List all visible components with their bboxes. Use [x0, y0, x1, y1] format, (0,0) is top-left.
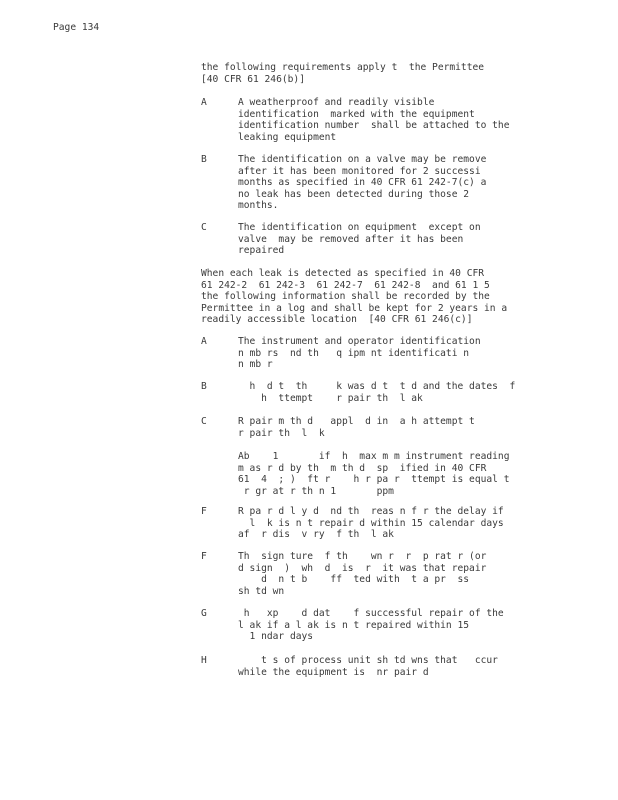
item-line: h d t th k was d t t d and the dates f: [238, 381, 516, 392]
item-line: t s of process unit sh td wns that ccur: [238, 655, 498, 666]
item-line: r pair th l k: [238, 427, 325, 439]
item-letter: H: [201, 655, 207, 666]
intro-line: [40 CFR 61 246(b)]: [201, 73, 305, 85]
paragraph-line: the following information shall be recorded by the: [201, 291, 490, 303]
item-text: [238, 154, 538, 212]
item-line: d sign ) wh d is r it was that repair: [238, 562, 487, 574]
item-line: identification marked with the equipment: [238, 108, 475, 120]
item-line: l k is n t repair d within 15 calendar days: [238, 517, 504, 529]
item-line: Th sign ture f th wn r r p rat r (or: [238, 551, 487, 562]
item-line: h ttempt r pair th l ak: [238, 392, 423, 404]
item-line: m as r d by th m th d sp ified in 40 CFR: [238, 462, 487, 474]
item-line: l ak if a l ak is n t repaired within 15: [238, 619, 470, 631]
item-letter: B: [201, 154, 207, 165]
item-line: after it has been monitored for 2 successi: [238, 165, 481, 177]
item-line: r gr at r th n 1 ppm: [238, 485, 394, 497]
item-text: [238, 416, 538, 439]
item-line: n mb r: [238, 359, 273, 371]
item-letter: F: [201, 506, 207, 517]
item-text: [238, 551, 538, 597]
page-number: Page 134: [53, 22, 100, 33]
item-line: 1 ndar days: [238, 631, 314, 643]
item-text: [238, 381, 538, 404]
item-line: h xp d dat f successful repair of the: [238, 608, 504, 619]
item-line: 61 4 ; ) ft r h r pa r ttempt is equal t: [238, 474, 510, 486]
paragraph-line: readily accessible location [40 CFR 61 246(c)]: [201, 314, 473, 326]
record-paragraph: [201, 268, 541, 326]
item-line: d n t b ff ted with t a pr ss: [238, 574, 470, 586]
item-text: [238, 655, 538, 678]
item-line: leaking equipment: [238, 131, 337, 143]
paragraph-line: 61 242-2 61 242-3 61 242-7 61 242-8 and 61 1 5: [201, 279, 490, 291]
item-line: no leak has been detected during those 2: [238, 188, 470, 200]
item-text: [238, 506, 538, 541]
item-line: The identification on equipment except on: [238, 222, 481, 233]
item-letter: A: [201, 97, 207, 108]
item-line: months.: [238, 200, 279, 212]
paragraph-line: Permittee in a log and shall be kept for 2 years in a: [201, 302, 508, 314]
paragraph-line: When each leak is detected as specified in 40 CFR: [201, 268, 485, 279]
item-letter: C: [201, 222, 207, 233]
item-text: [238, 451, 538, 497]
item-letter: B: [201, 381, 207, 392]
intro-line: the following requirements apply t the Permittee: [201, 62, 485, 73]
item-line: months as specified in 40 CFR 61 242-7(c) a: [238, 177, 487, 189]
item-line: valve may be removed after it has been: [238, 233, 464, 245]
item-letter: A: [201, 336, 207, 347]
item-letter: F: [201, 551, 207, 562]
intro-paragraph: [201, 62, 541, 85]
item-line: sh td wn: [238, 585, 285, 597]
item-line: R pair m th d appl d in a h attempt t: [238, 416, 475, 427]
item-letter: C: [201, 416, 207, 427]
item-line: R pa r d l y d nd th reas n f r the delay if: [238, 506, 504, 517]
item-letter: G: [201, 608, 207, 619]
item-text: [238, 608, 538, 643]
item-line: Ab 1 if h max m m instrument reading: [238, 451, 510, 462]
item-line: The identification on a valve may be remove: [238, 154, 487, 165]
item-text: [238, 97, 538, 143]
item-line: af r dis v ry f th l ak: [238, 529, 394, 541]
item-line: identification number shall be attached to the: [238, 120, 510, 132]
item-line: n mb rs nd th q ipm nt identificati n: [238, 347, 470, 359]
item-line: A weatherproof and readily visible: [238, 97, 435, 108]
item-line: repaired: [238, 245, 285, 257]
item-text: [238, 222, 538, 257]
item-line: The instrument and operator identification: [238, 336, 481, 347]
item-text: [238, 336, 538, 371]
item-line: while the equipment is nr pair d: [238, 666, 429, 678]
